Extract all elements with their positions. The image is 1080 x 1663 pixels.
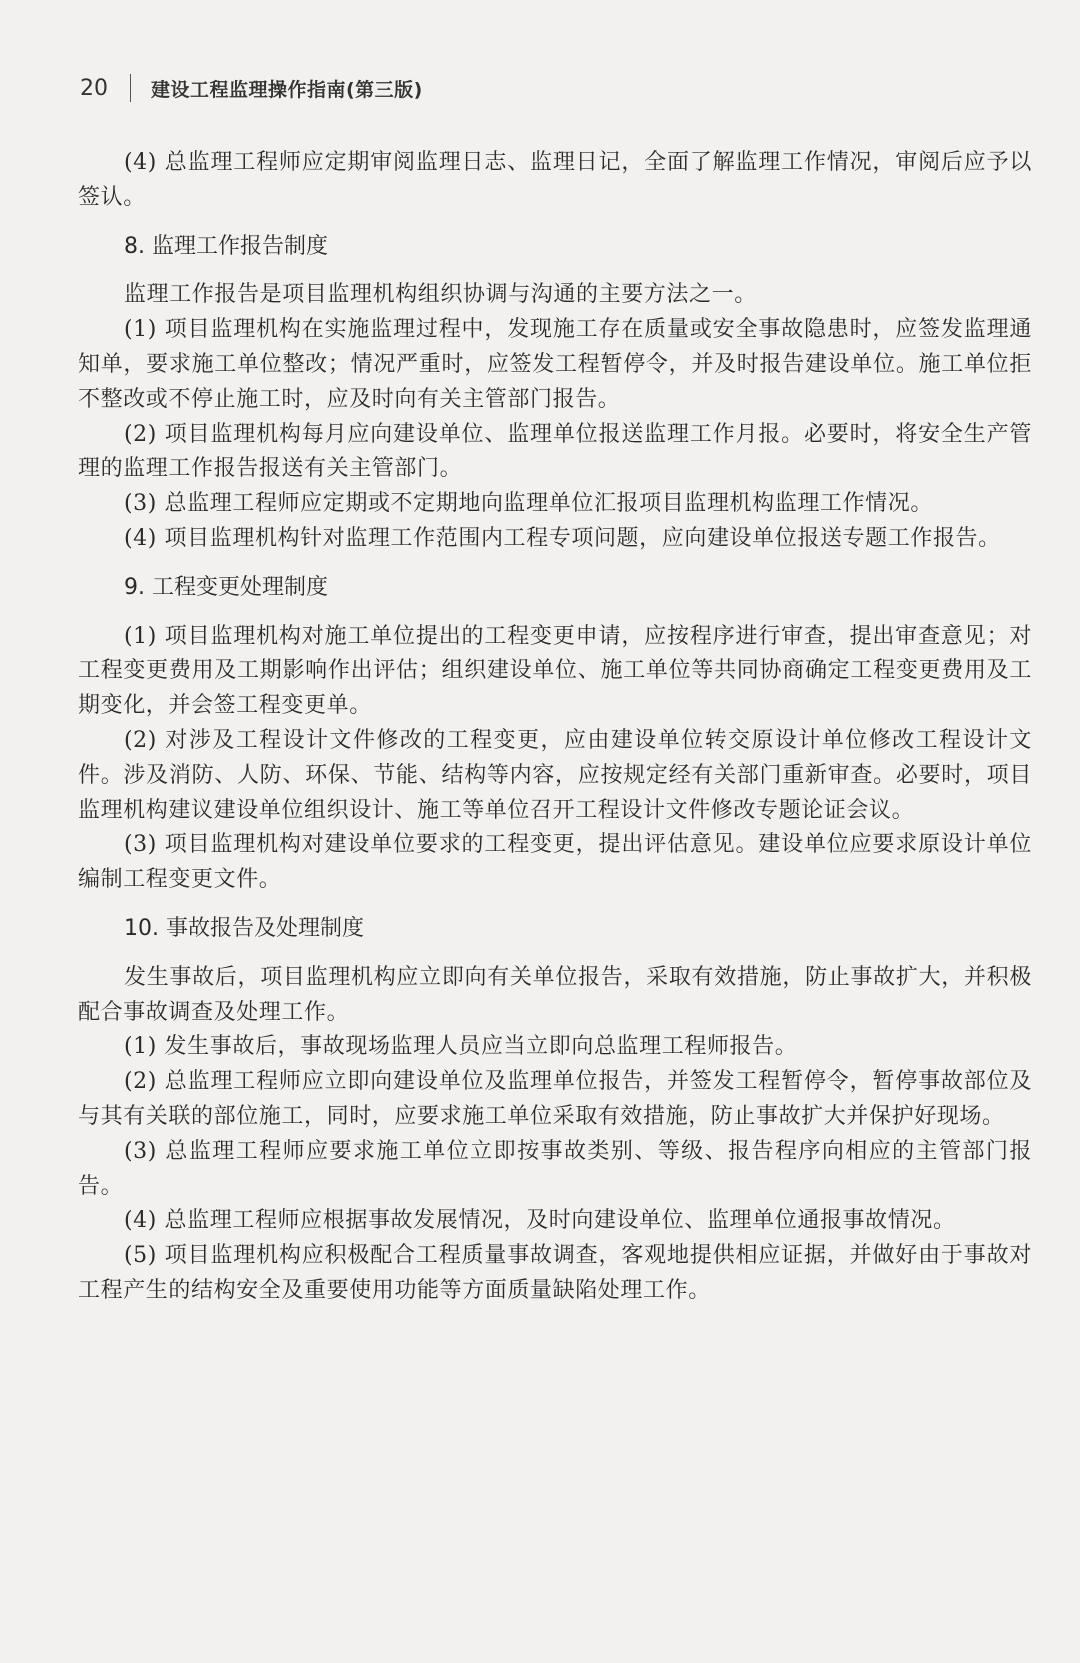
paragraph: (3) 总监理工程师应要求施工单位立即按事故类别、等级、报告程序向相应的主管部门报告。 xyxy=(78,1138,1032,1199)
paragraph: (1) 项目监理机构对施工单位提出的工程变更申请，应按程序进行审查，提出审查意见；对工程变更费用及工期影响作出评估；组织建设单位、施工单位等共同协商确定工程变更费用及工期变化，并会签工程变更单。 xyxy=(78,623,1032,719)
section-heading-10: 10. 事故报告及处理制度 xyxy=(124,915,364,941)
paragraph: 发生事故后，项目监理机构应立即向有关单位报告，采取有效措施，防止事故扩大，并积极配合事故调查及处理工作。 xyxy=(78,964,1032,1025)
paragraph: (5) 项目监理机构应积极配合工程质量事故调查，客观地提供相应证据，并做好由于事故对工程产生的结构安全及重要使用功能等方面质量缺陷处理工作。 xyxy=(78,1243,1032,1303)
section-heading-8: 8. 监理工作报告制度 xyxy=(124,233,328,259)
paragraph: (2) 项目监理机构每月应向建设单位、监理单位报送监理工作月报。必要时，将安全生产管理的监理工作报告报送有关主管部门。 xyxy=(78,421,1032,482)
book-title: 建设工程监理操作指南(第三版) xyxy=(151,78,423,101)
section-heading-9: 9. 工程变更处理制度 xyxy=(124,574,328,600)
running-header xyxy=(80,68,423,108)
paragraph: (4) 总监理工程师应根据事故发展情况，及时向建设单位、监理单位通报事故情况。 xyxy=(124,1208,956,1234)
page-body xyxy=(78,146,1032,1309)
paragraph: (1) 发生事故后，事故现场监理人员应当立即向总监理工程师报告。 xyxy=(124,1034,798,1060)
paragraph: (3) 项目监理机构对建设单位要求的工程变更，提出评估意见。建设单位应要求原设计单位编制工程变更文件。 xyxy=(78,832,1032,893)
page-number: 20 xyxy=(80,75,108,101)
paragraph: 监理工作报告是项目监理机构组织协调与沟通的主要方法之一。 xyxy=(124,282,757,308)
header-divider xyxy=(130,74,131,102)
paragraph: (2) 总监理工程师应立即向建设单位及监理单位报告，并签发工程暂停令，暂停事故部位及与其有关联的部位施工，同时，应要求施工单位采取有效措施，防止事故扩大并保护好现场。 xyxy=(78,1069,1032,1129)
paragraph: (4) 项目监理机构针对监理工作范围内工程专项问题，应向建设单位报送专题工作报告。 xyxy=(124,525,1001,551)
paragraph: (1) 项目监理机构在实施监理过程中，发现施工存在质量或安全事故隐患时，应签发监理通知单，要求施工单位整改；情况严重时，应签发工程暂停令，并及时报告建设单位。施工单位拒不整改或不停止施工时，应及时向有关主管部门报告。 xyxy=(78,317,1032,412)
paragraph: (3) 总监理工程师应定期或不定期地向监理单位汇报项目监理机构监理工作情况。 xyxy=(124,491,933,517)
paragraph: (2) 对涉及工程设计文件修改的工程变更，应由建设单位转交原设计单位修改工程设计文件。涉及消防、人防、环保、节能、结构等内容，应按规定经有关部门重新审查。必要时，项目监理机构建议建设单位组织设计、施工等单位召开工程设计文件修改专题论证会议。 xyxy=(78,727,1032,823)
paragraph: (4) 总监理工程师应定期审阅监理日志、监理日记，全面了解监理工作情况，审阅后应予以签认。 xyxy=(78,150,1032,210)
